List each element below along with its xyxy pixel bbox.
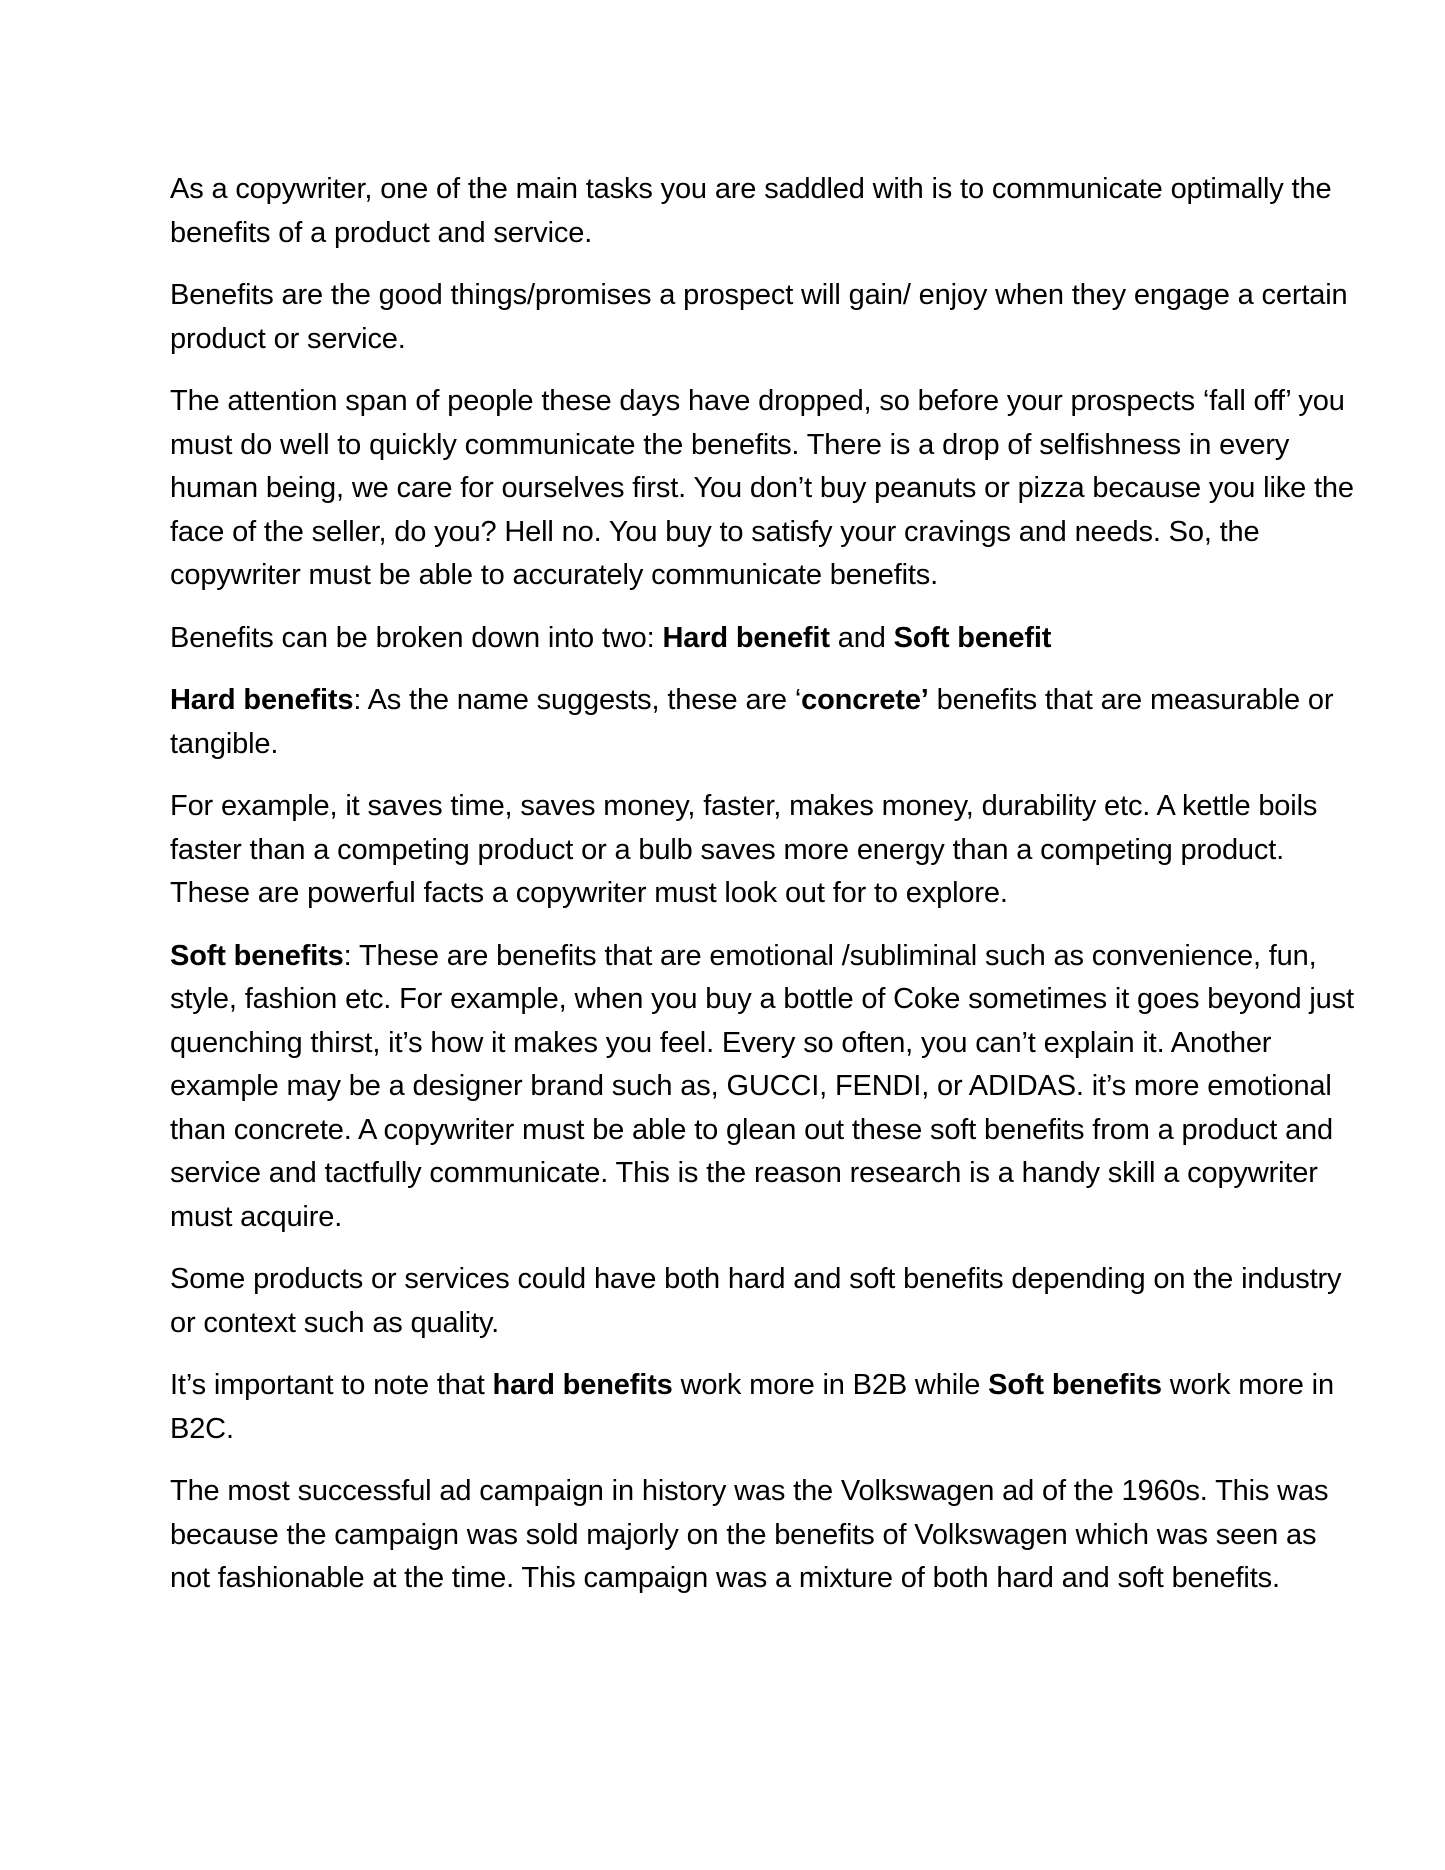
paragraph-hard-benefits	[170, 679, 1360, 766]
text-run: work more in B2B while	[672, 1369, 989, 1401]
bold-hard-benefits: hard benefits	[492, 1369, 673, 1401]
text-run: Benefits can be broken down into two:	[170, 621, 663, 654]
paragraph-benefit-types	[170, 617, 1360, 661]
paragraph-both-benefits: Some products or services could have both hard and soft benefits depending on the industry or context such as quality.	[170, 1263, 1342, 1339]
paragraph-soft-benefits	[170, 935, 1360, 1240]
bold-hard-benefits-term: Hard benefits	[170, 684, 354, 716]
text-run: : As the name suggests, these are ‘	[353, 684, 802, 716]
text-run: work more in B2C.	[170, 1369, 1334, 1445]
bold-soft-benefits-term: Soft benefits	[170, 939, 344, 972]
paragraph-b2b-b2c	[170, 1364, 1360, 1451]
text-run: benefits that are measurable or tangible.	[170, 684, 1334, 760]
paragraph-volkswagen: The most successful ad campaign in history was the Volkswagen ad of the 1960s. This was because the campaign was sold majorly on the benefits of Volkswagen which was seen as not fashionable at the time. This campaign was a mixture of both hard and soft benefits.	[170, 1475, 1329, 1594]
bold-concrete: concrete’	[801, 684, 929, 716]
paragraph-benefits-definition: Benefits are the good things/promises a prospect will gain/ enjoy when they engage a certain product or service.	[170, 279, 1348, 355]
text-run: : These are benefits that are emotional /subliminal such as convenience, fun, style, fashion etc. For example, when you buy a bottle of Coke sometimes it goes beyond just quenching thirst, it’s how it makes you feel. Every so often, you can’t explain it. Another example may be a designer brand such as, GUCCI, FENDI, or ADIDAS. it’s more emotional than concrete. A copywriter must be able to glean out these soft benefits from a product and service and tactfully communicate. This is the reason research is a handy skill a copywriter must acquire.	[170, 939, 1354, 1233]
text-run: It’s important to note that	[170, 1369, 493, 1401]
text-run: and	[829, 621, 894, 654]
bold-soft-benefits: Soft benefits	[988, 1369, 1162, 1401]
document-page	[170, 168, 1360, 1620]
paragraph-attention-span: The attention span of people these days have dropped, so before your prospects ‘fall off’ you must do well to quickly communicate the benefits. There is a drop of selfishness in every human being, we care for ourselves first. You don’t buy peanuts or pizza because you like the face of the seller, do you? Hell no. You buy to satisfy your cravings and needs. So, the copywriter must be able to accurately communicate benefits.	[170, 385, 1354, 591]
paragraph-intro: As a copywriter, one of the main tasks you are saddled with is to communicate optimally the benefits of a product and service.	[170, 173, 1332, 249]
paragraph-hard-examples: For example, it saves time, saves money, faster, makes money, durability etc. A kettle boils faster than a competing product or a bulb saves more energy than a competing product. These are powerful facts a copywriter must look out for to explore.	[170, 790, 1318, 909]
bold-hard-benefit: Hard benefit	[662, 621, 830, 654]
bold-soft-benefit: Soft benefit	[893, 621, 1052, 654]
